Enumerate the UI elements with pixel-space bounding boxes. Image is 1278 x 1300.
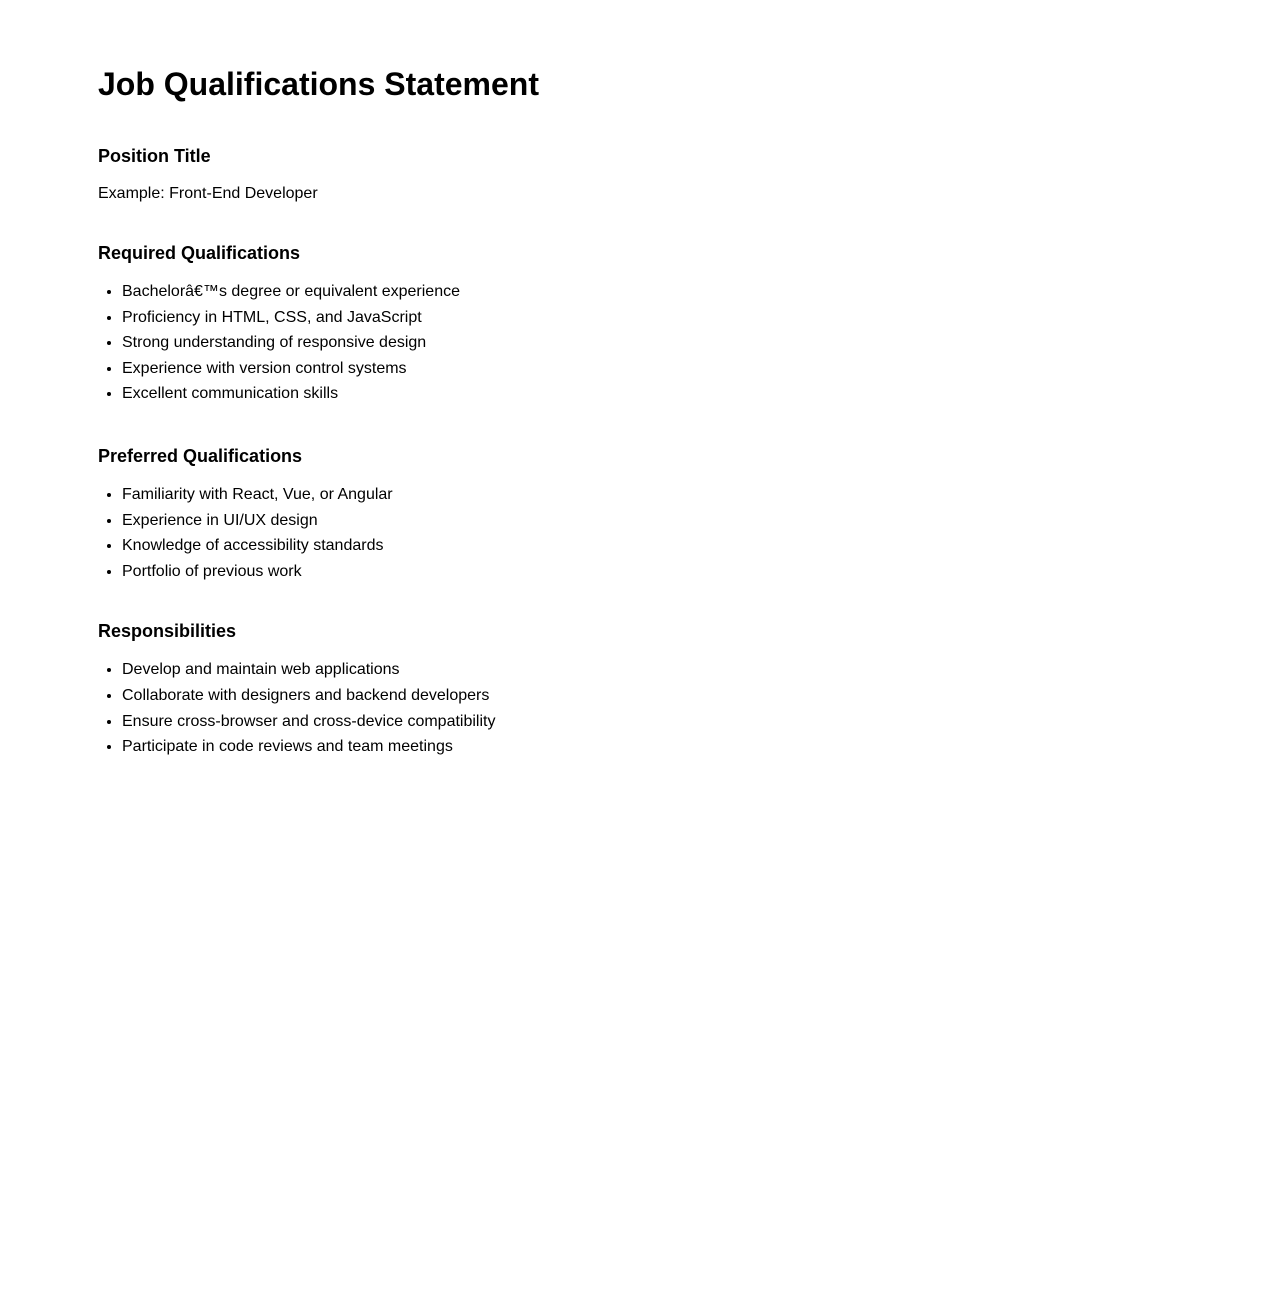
list-item: • Participate in code reviews and team meetings (122, 734, 1278, 760)
list-item: • Strong understanding of responsive design (122, 330, 1278, 356)
list-item: • Familiarity with React, Vue, or Angular (122, 482, 1278, 508)
required-qualifications-list (98, 279, 1278, 407)
responsibilities-list (98, 657, 1278, 759)
preferred-qualifications-list (98, 482, 1278, 584)
section-heading-preferred-qualifications: Preferred Qualifications (98, 445, 303, 466)
section-heading-position-title: Position Title (98, 146, 211, 166)
list-item: • Knowledge of accessibility standards (122, 533, 1278, 559)
section-heading-required-qualifications: Required Qualifications (98, 243, 301, 263)
list-item: • Ensure cross-browser and cross-device compatibility (122, 709, 1278, 735)
list-item: • Bachelorâ€™s degree or equivalent experience (122, 279, 1278, 305)
section-heading-responsibilities: Responsibilities (98, 621, 237, 642)
list-item: • Experience in UI/UX design (122, 508, 1278, 534)
list-item: • Excellent communication skills (122, 381, 1278, 407)
list-item: • Experience with version control systems (122, 356, 1278, 382)
list-item: • Proficiency in HTML, CSS, and JavaScript (122, 305, 1278, 331)
list-item: • Portfolio of previous work (122, 559, 1278, 585)
page-title: Job Qualifications Statement (98, 66, 539, 102)
position-title-example: Example: Front-End Developer (98, 185, 318, 202)
list-item: • Collaborate with designers and backend developers (122, 683, 1278, 709)
list-item: • Develop and maintain web applications (122, 657, 1278, 683)
